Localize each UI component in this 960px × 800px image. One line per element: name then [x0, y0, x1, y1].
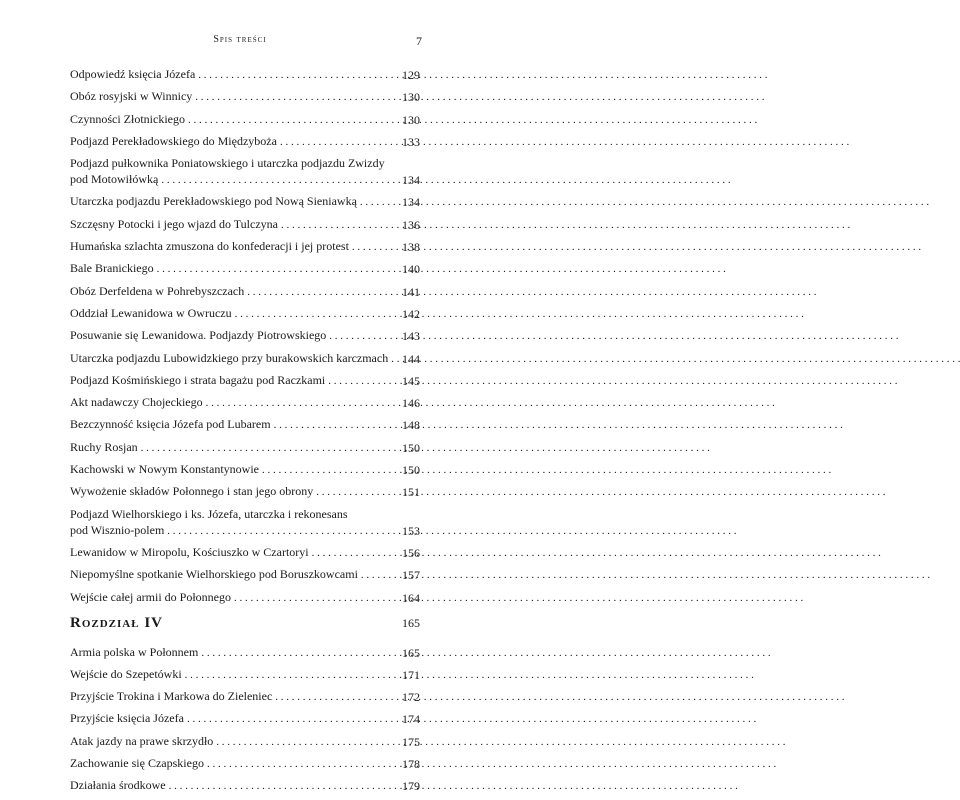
toc-entry-title: Armia polska w Połonnem	[70, 644, 199, 659]
toc-entry-title: Ruchy Rosjan	[70, 439, 138, 454]
toc-entry	[70, 133, 420, 150]
toc-entry	[70, 327, 420, 344]
dot-leader	[262, 461, 386, 478]
toc-entry-page: 133	[402, 134, 420, 149]
toc-entry-title-wrap	[70, 644, 386, 661]
toc-entry-page: 171	[402, 667, 420, 682]
dot-leader	[161, 171, 386, 188]
dot-leader	[207, 755, 386, 772]
toc-entry	[70, 394, 420, 411]
toc-entry	[70, 589, 420, 606]
toc-entry	[70, 733, 420, 750]
toc-entry-title: pod Motowiłówką	[70, 172, 159, 187]
toc-entry-title: Bezczynność księcia Józefa pod Lubarem	[70, 417, 271, 432]
toc-entry-title: Obóz rosyjski w Winnicy	[70, 89, 193, 104]
toc-entry-page: 179	[402, 779, 420, 794]
toc-entry-title-wrap	[70, 88, 386, 105]
toc-entry-page: 130	[402, 90, 420, 105]
toc-entry-title-wrap	[70, 66, 386, 83]
toc-entry-title: Lewanidow w Miropolu, Kościuszko w Czartoryi	[70, 544, 309, 559]
toc-entry-page: 178	[402, 757, 420, 772]
toc-entry	[70, 193, 420, 210]
dot-leader	[275, 688, 386, 705]
dot-leader	[195, 88, 386, 105]
toc-entry-page: 141	[402, 284, 420, 299]
toc-entry-title-wrap	[70, 777, 386, 794]
dot-leader	[280, 133, 386, 150]
toc-entry-title: Podjazd Perekładowskiego do Międzyboża	[70, 133, 277, 148]
dot-leader	[201, 644, 386, 661]
toc-entry-page: 134	[402, 195, 420, 210]
toc-entry	[70, 506, 420, 539]
dot-leader	[169, 777, 386, 794]
toc-entry	[70, 566, 420, 583]
toc-entry	[70, 688, 420, 705]
toc-entry-title-wrap	[70, 260, 386, 277]
toc-entry	[70, 305, 420, 322]
toc-entry-title-wrap	[70, 439, 386, 456]
toc-entry-title-wrap	[70, 544, 386, 561]
toc-entry-title-wrap	[70, 193, 386, 210]
toc-entry-title: Działania środkowe	[70, 778, 166, 793]
toc-entry-title: Utarczka podjazdu Lubowidzkiego przy burakowskich karczmach	[70, 350, 389, 365]
toc-entry	[70, 644, 420, 661]
toc-entry	[70, 88, 420, 105]
toc-entry	[70, 66, 420, 83]
dot-leader	[235, 305, 386, 322]
dot-leader	[167, 522, 386, 539]
chapter-page: 165	[402, 615, 420, 630]
toc-entry	[70, 216, 420, 233]
toc-entry-title-wrap	[70, 688, 386, 705]
dot-leader	[157, 260, 386, 277]
toc-entry-page: 143	[402, 329, 420, 344]
toc-entry-title-wrap	[70, 755, 386, 772]
toc-entry-title: Szczęsny Potocki i jego wjazd do Tulczyna	[70, 216, 278, 231]
toc-entry	[70, 238, 420, 255]
toc-entry-title-wrap	[70, 522, 386, 539]
toc-entry-title-wrap	[70, 133, 386, 150]
toc-entry	[70, 544, 420, 561]
toc-entry-title-wrap	[70, 283, 386, 300]
toc-entry-title: Bale Branickiego	[70, 261, 154, 276]
toc-entry-title: Wywożenie składów Połonnego i stan jego obrony	[70, 484, 314, 499]
chapter-title: Rozdział IV	[70, 614, 163, 631]
toc-entry-page: 146	[402, 396, 420, 411]
toc-entry-title-wrap	[70, 416, 386, 433]
running-head: Spis treści	[213, 34, 267, 45]
toc-entry	[70, 461, 420, 478]
toc-entry-title-wrap	[70, 305, 386, 322]
toc-entry	[70, 350, 420, 367]
toc-entry-title-wrap	[70, 350, 389, 367]
dot-leader	[360, 193, 386, 210]
toc-entry	[70, 155, 420, 188]
dot-leader	[274, 416, 386, 433]
toc-entry-page: 172	[402, 690, 420, 705]
toc-entry-title: Kachowski w Nowym Konstantynowie	[70, 462, 259, 477]
toc-entry-title: Humańska szlachta zmuszona do konfederacji i jej protest	[70, 239, 349, 254]
toc-entry-page: 144	[402, 351, 420, 366]
toc-entry-page: 140	[402, 262, 420, 277]
toc-entry-title: Wejście całej armii do Połonnego	[70, 589, 231, 604]
toc-entry-page: 165	[402, 645, 420, 660]
toc-entry-title-wrap	[70, 566, 386, 583]
toc-entry	[70, 260, 420, 277]
toc-entry-page: 145	[402, 373, 420, 388]
toc-entry-title: Utarczka podjazdu Perekładowskiego pod Nową Sieniawką	[70, 194, 357, 209]
toc-entry	[70, 777, 420, 794]
dot-leader	[188, 111, 386, 128]
toc-entry	[70, 372, 420, 389]
table-of-contents	[70, 66, 420, 800]
toc-entry-page: 156	[402, 545, 420, 560]
page-number: 7	[416, 34, 422, 48]
toc-entry-title-wrap	[70, 216, 386, 233]
toc-entry-title-wrap	[70, 111, 386, 128]
toc-entry-page: 151	[402, 485, 420, 500]
toc-entry-page: 175	[402, 734, 420, 749]
toc-entry-title-wrap	[70, 710, 386, 727]
toc-entry-page: 148	[402, 418, 420, 433]
dot-leader	[198, 66, 386, 83]
toc-entry-title: Oddział Lewanidowa w Owruczu	[70, 305, 232, 320]
toc-entry-title: Odpowiedź księcia Józefa	[70, 67, 196, 81]
dot-leader	[361, 566, 386, 583]
toc-entry-title: Podjazd Kośmińskiego i strata bagażu pod Raczkami	[70, 372, 326, 387]
toc-entry-title-wrap	[70, 327, 386, 344]
toc-entry-page: 164	[402, 590, 420, 605]
toc-entry-title-wrap	[70, 461, 386, 478]
toc-entry-title-wrap	[70, 666, 386, 683]
toc-entry-title-wrap	[70, 589, 386, 606]
toc-entry-title: Wejście do Szepetówki	[70, 666, 182, 681]
toc-entry-title: Przyjście Trokina i Markowa do Zieleniec	[70, 689, 273, 704]
chapter-heading	[70, 612, 420, 634]
toc-entry	[70, 666, 420, 683]
toc-entry-title-wrap	[70, 733, 386, 750]
dot-leader	[234, 589, 386, 606]
dot-leader	[206, 394, 386, 411]
toc-entry-title: Akt nadawczy Chojeckiego	[70, 395, 203, 410]
dot-leader	[141, 439, 386, 456]
toc-entry-page: 157	[402, 568, 420, 583]
toc-entry-page: 142	[402, 306, 420, 321]
dot-leader	[247, 283, 386, 300]
toc-entry-page: 138	[402, 240, 420, 255]
toc-entry-title: Niepomyślne spotkanie Wielhorskiego pod Boruszkowcami	[70, 567, 358, 582]
dot-leader	[216, 733, 386, 750]
dot-leader	[329, 327, 386, 344]
page-header	[0, 34, 480, 50]
toc-entry	[70, 111, 420, 128]
dot-leader	[328, 372, 386, 389]
toc-entry	[70, 439, 420, 456]
toc-entry	[70, 483, 420, 500]
toc-entry	[70, 710, 420, 727]
dot-leader	[352, 238, 386, 255]
toc-entry-title-wrap	[70, 483, 386, 500]
toc-entry-page: 134	[402, 173, 420, 188]
toc-entry-title: Posuwanie się Lewanidowa. Podjazdy Piotrowskiego	[70, 328, 327, 343]
toc-entry-title: Czynności Złotnickiego	[70, 111, 185, 126]
dot-leader	[312, 544, 386, 561]
toc-entry	[70, 283, 420, 300]
page	[0, 0, 480, 794]
toc-entry-page: 136	[402, 217, 420, 232]
toc-entry-title-wrap	[70, 171, 386, 188]
toc-entry-page: 174	[402, 712, 420, 727]
toc-entry-title-line1: Podjazd pułkownika Poniatowskiego i utarczka podjazdu Zwizdy	[70, 156, 385, 171]
toc-entry-title: Obóz Derfeldena w Pohrebyszczach	[70, 283, 245, 298]
dot-leader	[185, 666, 386, 683]
toc-entry-page: 130	[402, 112, 420, 127]
toc-entry-title: Zachowanie się Czapskiego	[70, 756, 204, 771]
toc-entry-title: Atak jazdy na prawe skrzydło	[70, 733, 214, 748]
toc-entry-page: 153	[402, 523, 420, 538]
toc-entry-title: Przyjście księcia Józefa	[70, 711, 184, 726]
toc-entry-title-wrap	[70, 238, 386, 255]
toc-entry-title-wrap	[70, 372, 386, 389]
toc-entry	[70, 755, 420, 772]
toc-entry-page: 150	[402, 440, 420, 455]
toc-entry-title-line1: Podjazd Wielhorskiego i ks. Józefa, utarczka i rekonesans	[70, 506, 348, 521]
toc-entry	[70, 416, 420, 433]
toc-entry-title: pod Wisznio-polem	[70, 522, 165, 537]
toc-entry-title-wrap	[70, 394, 386, 411]
dot-leader	[316, 483, 386, 500]
toc-entry-page: 129	[402, 68, 420, 82]
dot-leader	[281, 216, 386, 233]
toc-entry-page: 150	[402, 463, 420, 478]
dot-leader	[187, 710, 386, 727]
